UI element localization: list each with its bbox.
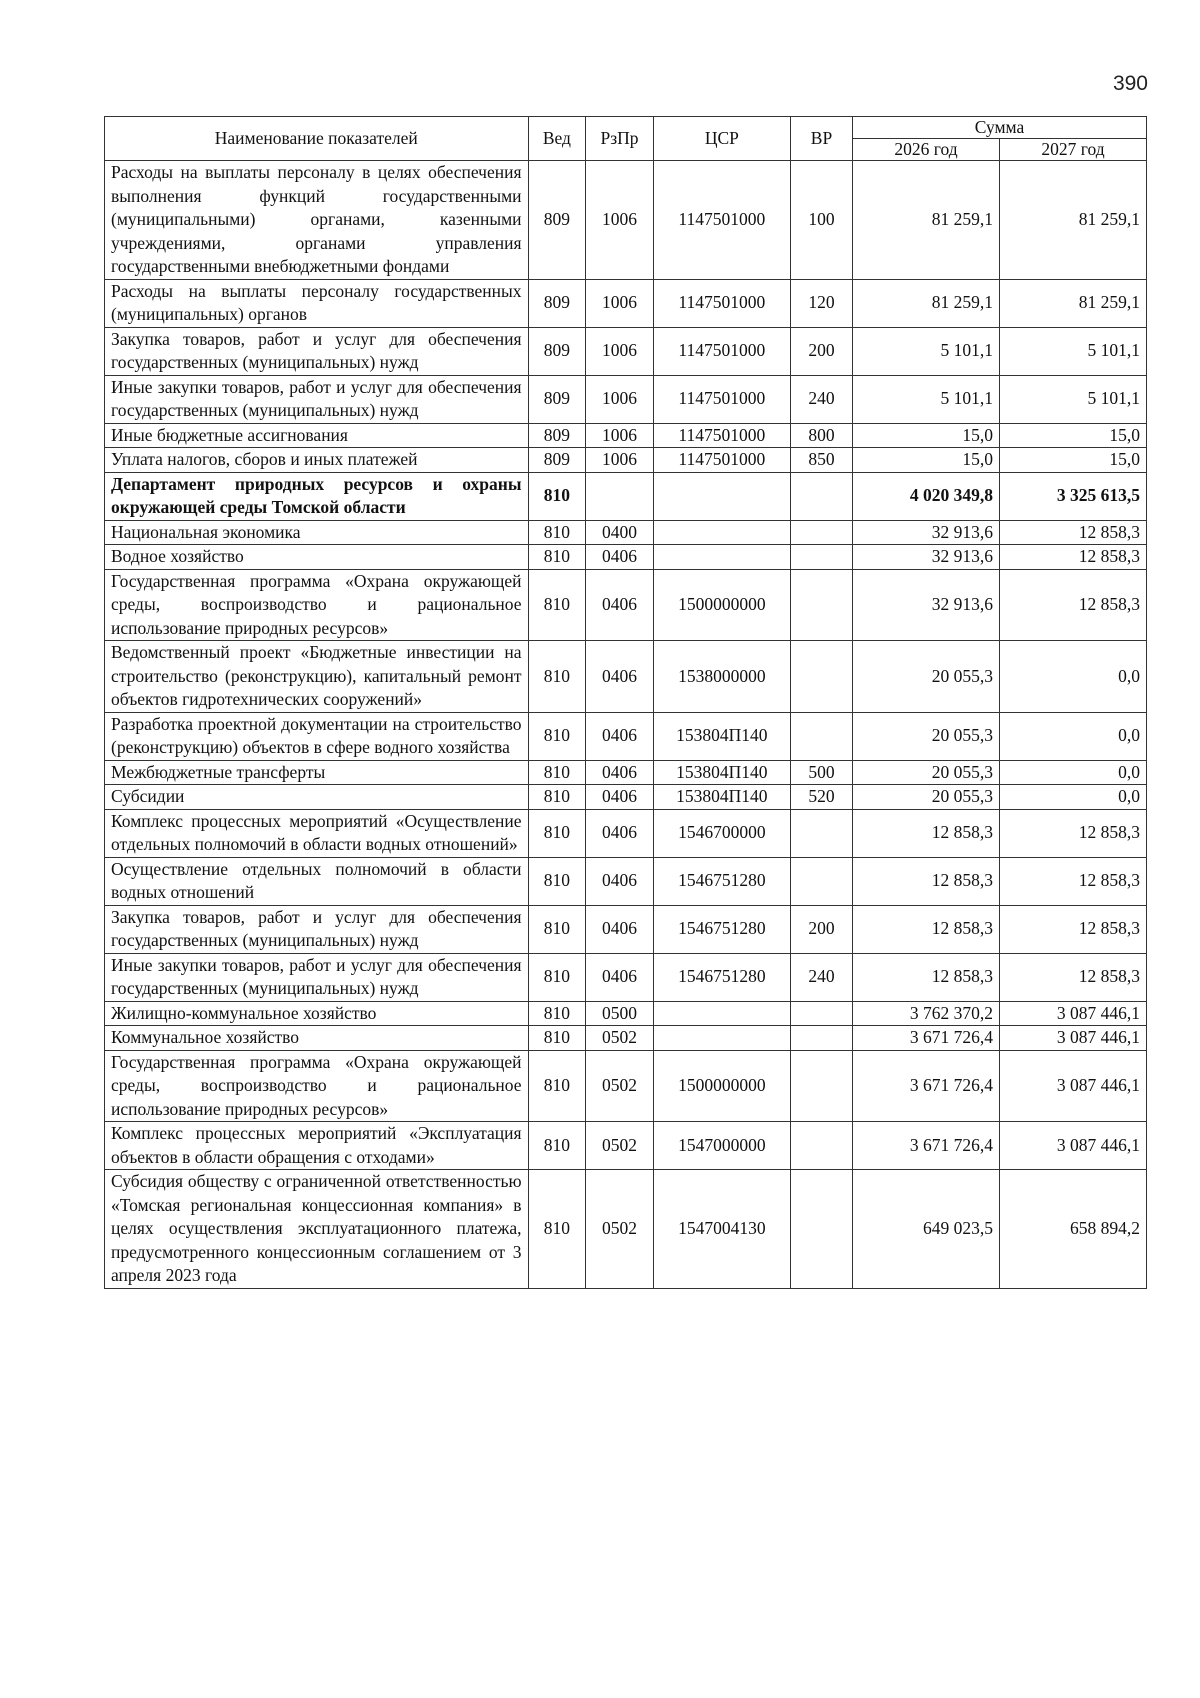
cell-sum-2027: 3 325 613,5 [999,472,1146,520]
cell-sum-2026: 15,0 [853,423,1000,448]
cell-vr [790,1001,852,1026]
cell-sum-2026: 3 762 370,2 [853,1001,1000,1026]
cell-ved: 809 [528,161,586,280]
cell-name: Департамент природных ресурсов и охраны окружающей среды Томской области [105,472,529,520]
table-row [105,375,1147,423]
cell-sum-2027: 81 259,1 [999,161,1146,280]
cell-vr: 850 [790,448,852,473]
cell-csr [653,545,790,570]
cell-csr: 1147501000 [653,279,790,327]
cell-name: Закупка товаров, работ и услуг для обеспечения государственных (муниципальных) нужд [105,905,529,953]
header-sum: Сумма [853,117,1147,139]
cell-rzpr [586,472,654,520]
cell-csr: 1546751280 [653,953,790,1001]
page-number: 390 [1112,72,1148,95]
table-row [105,1050,1147,1122]
cell-csr: 1147501000 [653,423,790,448]
cell-name: Осуществление отдельных полномочий в области водных отношений [105,857,529,905]
cell-ved: 810 [528,1050,586,1122]
cell-sum-2027: 12 858,3 [999,953,1146,1001]
cell-ved: 810 [528,905,586,953]
cell-sum-2026: 5 101,1 [853,327,1000,375]
cell-vr: 120 [790,279,852,327]
cell-sum-2027: 12 858,3 [999,857,1146,905]
cell-sum-2027: 0,0 [999,641,1146,713]
cell-vr: 520 [790,785,852,810]
cell-sum-2026: 32 913,6 [853,520,1000,545]
cell-name: Расходы на выплаты персоналу государственных (муниципальных) органов [105,279,529,327]
cell-sum-2027: 3 087 446,1 [999,1050,1146,1122]
table-row [105,161,1147,280]
cell-rzpr: 1006 [586,375,654,423]
cell-rzpr: 1006 [586,161,654,280]
cell-vr: 100 [790,161,852,280]
cell-csr [653,1001,790,1026]
cell-vr [790,1122,852,1170]
cell-sum-2027: 0,0 [999,760,1146,785]
cell-sum-2026: 20 055,3 [853,785,1000,810]
cell-rzpr: 0406 [586,785,654,810]
header-csr: ЦСР [653,117,790,161]
cell-ved: 810 [528,760,586,785]
cell-vr [790,1170,852,1289]
header-rzpr: РзПр [586,117,654,161]
cell-vr [790,809,852,857]
cell-sum-2026: 81 259,1 [853,161,1000,280]
cell-ved: 809 [528,375,586,423]
cell-name: Закупка товаров, работ и услуг для обеспечения государственных (муниципальных) нужд [105,327,529,375]
cell-vr: 500 [790,760,852,785]
table-row [105,448,1147,473]
cell-vr [790,545,852,570]
cell-rzpr: 0406 [586,545,654,570]
cell-rzpr: 0502 [586,1170,654,1289]
cell-ved: 810 [528,545,586,570]
cell-vr: 200 [790,905,852,953]
table-row [105,905,1147,953]
cell-vr [790,641,852,713]
cell-csr: 1500000000 [653,569,790,641]
cell-name: Субсидии [105,785,529,810]
table-row [105,327,1147,375]
cell-csr: 153804П140 [653,760,790,785]
budget-table [104,116,1147,1289]
cell-sum-2026: 20 055,3 [853,641,1000,713]
cell-sum-2027: 5 101,1 [999,327,1146,375]
cell-csr: 1147501000 [653,327,790,375]
table-row [105,953,1147,1001]
cell-sum-2026: 3 671 726,4 [853,1050,1000,1122]
cell-sum-2026: 12 858,3 [853,857,1000,905]
cell-sum-2027: 3 087 446,1 [999,1001,1146,1026]
header-year-2026: 2026 год [853,139,1000,161]
table-row [105,545,1147,570]
cell-name: Коммунальное хозяйство [105,1026,529,1051]
cell-ved: 809 [528,279,586,327]
cell-sum-2027: 0,0 [999,712,1146,760]
cell-vr: 240 [790,953,852,1001]
cell-csr: 1147501000 [653,161,790,280]
cell-rzpr: 0406 [586,569,654,641]
table-row [105,712,1147,760]
cell-sum-2026: 15,0 [853,448,1000,473]
cell-vr [790,1050,852,1122]
cell-ved: 809 [528,448,586,473]
cell-ved: 810 [528,520,586,545]
table-row [105,1122,1147,1170]
cell-ved: 810 [528,785,586,810]
cell-sum-2026: 32 913,6 [853,545,1000,570]
cell-sum-2027: 0,0 [999,785,1146,810]
cell-sum-2027: 5 101,1 [999,375,1146,423]
cell-name: Государственная программа «Охрана окружающей среды, воспроизводство и рациональное использование природных ресурсов» [105,1050,529,1122]
cell-csr [653,520,790,545]
cell-rzpr: 0502 [586,1122,654,1170]
table-row [105,1001,1147,1026]
cell-name: Субсидия обществу с ограниченной ответственностью «Томская региональная концессионная компания» в целях осуществления эксплуатационного платежа, предусмотренного концессионным соглашением от 3 апреля 2023 года [105,1170,529,1289]
cell-vr: 800 [790,423,852,448]
header-name: Наименование показателей [105,117,529,161]
cell-sum-2026: 32 913,6 [853,569,1000,641]
cell-csr: 1547000000 [653,1122,790,1170]
cell-name: Расходы на выплаты персоналу в целях обеспечения выполнения функций государственными (муниципальными) органами, казенными учреждениями, органами управления государственными внебюджетными фондами [105,161,529,280]
cell-csr [653,472,790,520]
cell-name: Ведомственный проект «Бюджетные инвестиции на строительство (реконструкцию), капитальный ремонт объектов гидротехнических сооружений» [105,641,529,713]
cell-sum-2026: 12 858,3 [853,809,1000,857]
cell-rzpr: 1006 [586,423,654,448]
cell-rzpr: 0502 [586,1050,654,1122]
cell-csr: 1546751280 [653,905,790,953]
cell-vr [790,712,852,760]
cell-ved: 810 [528,1001,586,1026]
cell-name: Иные бюджетные ассигнования [105,423,529,448]
cell-vr [790,1026,852,1051]
cell-csr: 1147501000 [653,375,790,423]
cell-rzpr: 0406 [586,641,654,713]
table-row [105,569,1147,641]
cell-name: Иные закупки товаров, работ и услуг для обеспечения государственных (муниципальных) нужд [105,375,529,423]
cell-csr: 1546700000 [653,809,790,857]
cell-rzpr: 0406 [586,712,654,760]
cell-ved: 810 [528,857,586,905]
cell-rzpr: 0406 [586,953,654,1001]
cell-rzpr: 0400 [586,520,654,545]
cell-vr: 200 [790,327,852,375]
header-ved: Вед [528,117,586,161]
cell-sum-2027: 81 259,1 [999,279,1146,327]
cell-sum-2027: 12 858,3 [999,520,1146,545]
cell-vr [790,857,852,905]
cell-csr: 1147501000 [653,448,790,473]
table-row [105,423,1147,448]
cell-name: Государственная программа «Охрана окружающей среды, воспроизводство и рациональное использование природных ресурсов» [105,569,529,641]
cell-sum-2027: 15,0 [999,423,1146,448]
cell-csr: 1500000000 [653,1050,790,1122]
cell-sum-2027: 12 858,3 [999,569,1146,641]
cell-vr [790,569,852,641]
table-row [105,760,1147,785]
cell-sum-2026: 4 020 349,8 [853,472,1000,520]
cell-sum-2026: 20 055,3 [853,712,1000,760]
cell-rzpr: 0406 [586,905,654,953]
cell-name: Уплата налогов, сборов и иных платежей [105,448,529,473]
cell-rzpr: 0406 [586,760,654,785]
cell-sum-2026: 81 259,1 [853,279,1000,327]
cell-ved: 810 [528,1170,586,1289]
cell-vr: 240 [790,375,852,423]
table-row [105,520,1147,545]
cell-csr: 153804П140 [653,712,790,760]
cell-sum-2027: 12 858,3 [999,545,1146,570]
cell-ved: 810 [528,1026,586,1051]
cell-name: Водное хозяйство [105,545,529,570]
cell-sum-2026: 12 858,3 [853,953,1000,1001]
cell-rzpr: 0500 [586,1001,654,1026]
cell-sum-2027: 12 858,3 [999,809,1146,857]
cell-rzpr: 0406 [586,857,654,905]
cell-ved: 810 [528,472,586,520]
table-row [105,641,1147,713]
table-header [105,117,1147,161]
cell-csr: 153804П140 [653,785,790,810]
cell-sum-2026: 649 023,5 [853,1170,1000,1289]
cell-ved: 809 [528,423,586,448]
cell-vr [790,472,852,520]
cell-sum-2026: 5 101,1 [853,375,1000,423]
cell-rzpr: 1006 [586,327,654,375]
header-year-2027: 2027 год [999,139,1146,161]
cell-sum-2026: 3 671 726,4 [853,1026,1000,1051]
cell-vr [790,520,852,545]
cell-csr [653,1026,790,1051]
cell-csr: 1546751280 [653,857,790,905]
cell-rzpr: 0502 [586,1026,654,1051]
cell-name: Комплекс процессных мероприятий «Эксплуатация объектов в области обращения с отходами» [105,1122,529,1170]
cell-rzpr: 0406 [586,809,654,857]
table-body [105,161,1147,1289]
cell-rzpr: 1006 [586,279,654,327]
cell-sum-2027: 3 087 446,1 [999,1026,1146,1051]
cell-ved: 810 [528,809,586,857]
header-vr: ВР [790,117,852,161]
cell-sum-2027: 12 858,3 [999,905,1146,953]
cell-name: Межбюджетные трансферты [105,760,529,785]
cell-sum-2027: 15,0 [999,448,1146,473]
cell-ved: 810 [528,641,586,713]
cell-ved: 809 [528,327,586,375]
table-row [105,1170,1147,1289]
cell-name: Национальная экономика [105,520,529,545]
cell-ved: 810 [528,712,586,760]
cell-sum-2027: 3 087 446,1 [999,1122,1146,1170]
cell-ved: 810 [528,953,586,1001]
cell-name: Разработка проектной документации на строительство (реконструкцию) объектов в сфере водного хозяйства [105,712,529,760]
table-row [105,1026,1147,1051]
cell-ved: 810 [528,1122,586,1170]
cell-sum-2026: 3 671 726,4 [853,1122,1000,1170]
cell-name: Жилищно-коммунальное хозяйство [105,1001,529,1026]
cell-name: Комплекс процессных мероприятий «Осуществление отдельных полномочий в области водных отношений» [105,809,529,857]
table-row [105,809,1147,857]
cell-ved: 810 [528,569,586,641]
cell-sum-2026: 20 055,3 [853,760,1000,785]
table-row [105,472,1147,520]
cell-sum-2027: 658 894,2 [999,1170,1146,1289]
table-row [105,857,1147,905]
cell-csr: 1547004130 [653,1170,790,1289]
table-row [105,279,1147,327]
cell-csr: 1538000000 [653,641,790,713]
table-row [105,785,1147,810]
cell-rzpr: 1006 [586,448,654,473]
cell-name: Иные закупки товаров, работ и услуг для обеспечения государственных (муниципальных) нужд [105,953,529,1001]
cell-sum-2026: 12 858,3 [853,905,1000,953]
